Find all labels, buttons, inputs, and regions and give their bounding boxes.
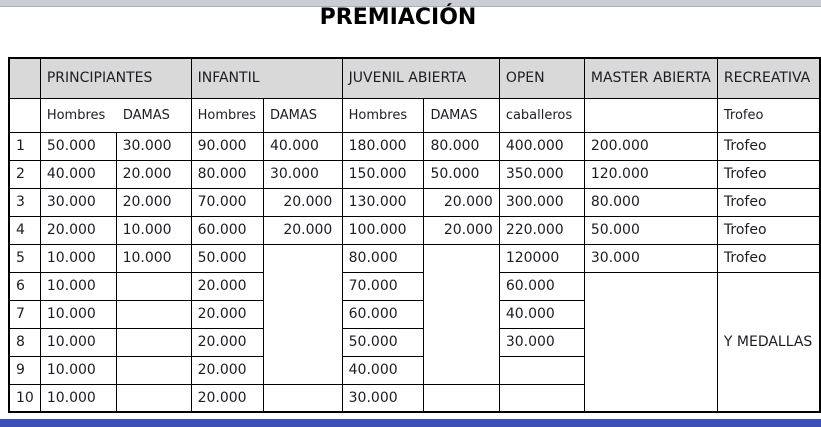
table-header-row	[9, 58, 820, 98]
table-subheader-row	[9, 98, 820, 132]
prize-cell: 10.000	[40, 244, 116, 272]
merged-cell-recreativa-medallas: Y MEDALLAS	[717, 272, 820, 412]
table-row	[9, 160, 820, 188]
prize-cell: 10.000	[40, 272, 116, 300]
prize-cell: 20.000	[40, 216, 116, 244]
rank-cell: 1	[9, 132, 40, 160]
prize-cell: 20.000	[191, 272, 263, 300]
prize-cell: 20.000	[191, 356, 263, 384]
prize-cell: 10.000	[40, 384, 116, 412]
prize-cell: Trofeo	[717, 160, 820, 188]
merged-empty-cell-master	[584, 272, 717, 412]
rank-cell: 5	[9, 244, 40, 272]
header-recreativa: RECREATIVA	[717, 58, 820, 98]
prize-cell: 100.000	[342, 216, 424, 244]
prize-cell	[424, 384, 499, 412]
prize-cell: 150.000	[342, 160, 424, 188]
rank-cell: 3	[9, 188, 40, 216]
prize-cell: 10.000	[40, 300, 116, 328]
prize-cell	[499, 356, 584, 384]
rank-cell: 2	[9, 160, 40, 188]
prize-cell: 30.000	[116, 132, 191, 160]
prize-cell: 80.000	[584, 188, 717, 216]
prize-cell: 20.000	[191, 300, 263, 328]
prize-cell: 40.000	[40, 160, 116, 188]
rank-cell: 4	[9, 216, 40, 244]
rank-cell: 8	[9, 328, 40, 356]
header-open: OPEN	[499, 58, 584, 98]
prize-cell: 70.000	[191, 188, 263, 216]
prize-cell: 180.000	[342, 132, 424, 160]
prize-cell: 60.000	[342, 300, 424, 328]
subheader-recreativa-trofeo: Trofeo	[717, 98, 820, 132]
prize-cell: 120.000	[584, 160, 717, 188]
prize-cell: 80.000	[424, 132, 499, 160]
merged-empty-cell-infantil-damas	[263, 244, 342, 384]
prize-cell: 50.000	[424, 160, 499, 188]
prize-cell: 20.000	[116, 188, 191, 216]
subheader-principiantes-damas: DAMAS	[122, 107, 170, 123]
prize-cell	[116, 300, 191, 328]
table-row	[9, 272, 820, 300]
premiacion-table	[8, 57, 821, 413]
prize-cell: Trofeo	[717, 244, 820, 272]
subheader-principiantes	[40, 98, 191, 132]
prize-cell: 60.000	[499, 272, 584, 300]
rank-cell: 6	[9, 272, 40, 300]
prize-cell: 60.000	[191, 216, 263, 244]
prize-cell: 40.000	[263, 132, 342, 160]
header-master-abierta: MASTER ABIERTA	[584, 58, 717, 98]
prize-cell: Trofeo	[717, 132, 820, 160]
header-juvenil-abierta: JUVENIL ABIERTA	[342, 58, 499, 98]
rank-header-cell	[9, 58, 40, 98]
prize-cell: 10.000	[40, 328, 116, 356]
prize-cell: 20.000	[116, 160, 191, 188]
prize-cell: 20.000	[191, 328, 263, 356]
page-title: PREMIACIÓN	[319, 5, 477, 30]
prize-cell: 40.000	[499, 300, 584, 328]
prize-cell: 90.000	[191, 132, 263, 160]
prize-cell	[116, 328, 191, 356]
prize-cell: 50.000	[40, 132, 116, 160]
header-principiantes: PRINCIPIANTES	[40, 58, 191, 98]
subheader-juvenil-damas: DAMAS	[424, 98, 499, 132]
subheader-infantil-hombres: Hombres	[191, 98, 263, 132]
rank-cell: 7	[9, 300, 40, 328]
prize-cell: 220.000	[499, 216, 584, 244]
prize-cell: 30.000	[342, 384, 424, 412]
prize-cell: 20.000	[424, 216, 499, 244]
header-infantil: INFANTIL	[191, 58, 342, 98]
prize-cell: 30.000	[263, 160, 342, 188]
prize-cell: 10.000	[40, 356, 116, 384]
prize-cell: 70.000	[342, 272, 424, 300]
prize-cell: 400.000	[499, 132, 584, 160]
prize-cell: 130.000	[342, 188, 424, 216]
prize-cell: 20.000	[263, 188, 342, 216]
table-row	[9, 132, 820, 160]
prize-cell: 30.000	[584, 244, 717, 272]
subheader-principiantes-hombres: Hombres	[46, 107, 106, 123]
prize-cell: 40.000	[342, 356, 424, 384]
prize-cell: 30.000	[499, 328, 584, 356]
merged-empty-cell-juvenil-damas	[424, 244, 499, 384]
rank-cell: 10	[9, 384, 40, 412]
prize-cell: 30.000	[40, 188, 116, 216]
prize-cell: 200.000	[584, 132, 717, 160]
prize-cell: 50.000	[191, 244, 263, 272]
table-row	[9, 244, 820, 272]
prize-cell: 350.000	[499, 160, 584, 188]
bottom-chrome-bar	[0, 419, 821, 427]
prize-cell: 80.000	[191, 160, 263, 188]
prize-cell: 80.000	[342, 244, 424, 272]
prize-cell: 50.000	[342, 328, 424, 356]
prize-cell	[263, 384, 342, 412]
rank-subheader-cell	[9, 98, 40, 132]
prize-cell: 10.000	[116, 244, 191, 272]
table-row	[9, 188, 820, 216]
subheader-open-caballeros: caballeros	[499, 98, 584, 132]
prize-cell: 20.000	[263, 216, 342, 244]
subheader-master	[584, 98, 717, 132]
prize-cell	[116, 356, 191, 384]
prize-cell: 20.000	[424, 188, 499, 216]
rank-cell: 9	[9, 356, 40, 384]
prize-cell: Trofeo	[717, 216, 820, 244]
subheader-infantil-damas: DAMAS	[263, 98, 342, 132]
prize-cell: 120000	[499, 244, 584, 272]
prize-cell: 10.000	[116, 216, 191, 244]
prize-cell	[116, 272, 191, 300]
prize-cell: Trofeo	[717, 188, 820, 216]
prize-cell: 300.000	[499, 188, 584, 216]
prize-cell: 50.000	[584, 216, 717, 244]
prize-cell: 20.000	[191, 384, 263, 412]
subheader-juvenil-hombres: Hombres	[342, 98, 424, 132]
table-row	[9, 216, 820, 244]
prize-cell	[499, 384, 584, 412]
prize-cell	[116, 384, 191, 412]
